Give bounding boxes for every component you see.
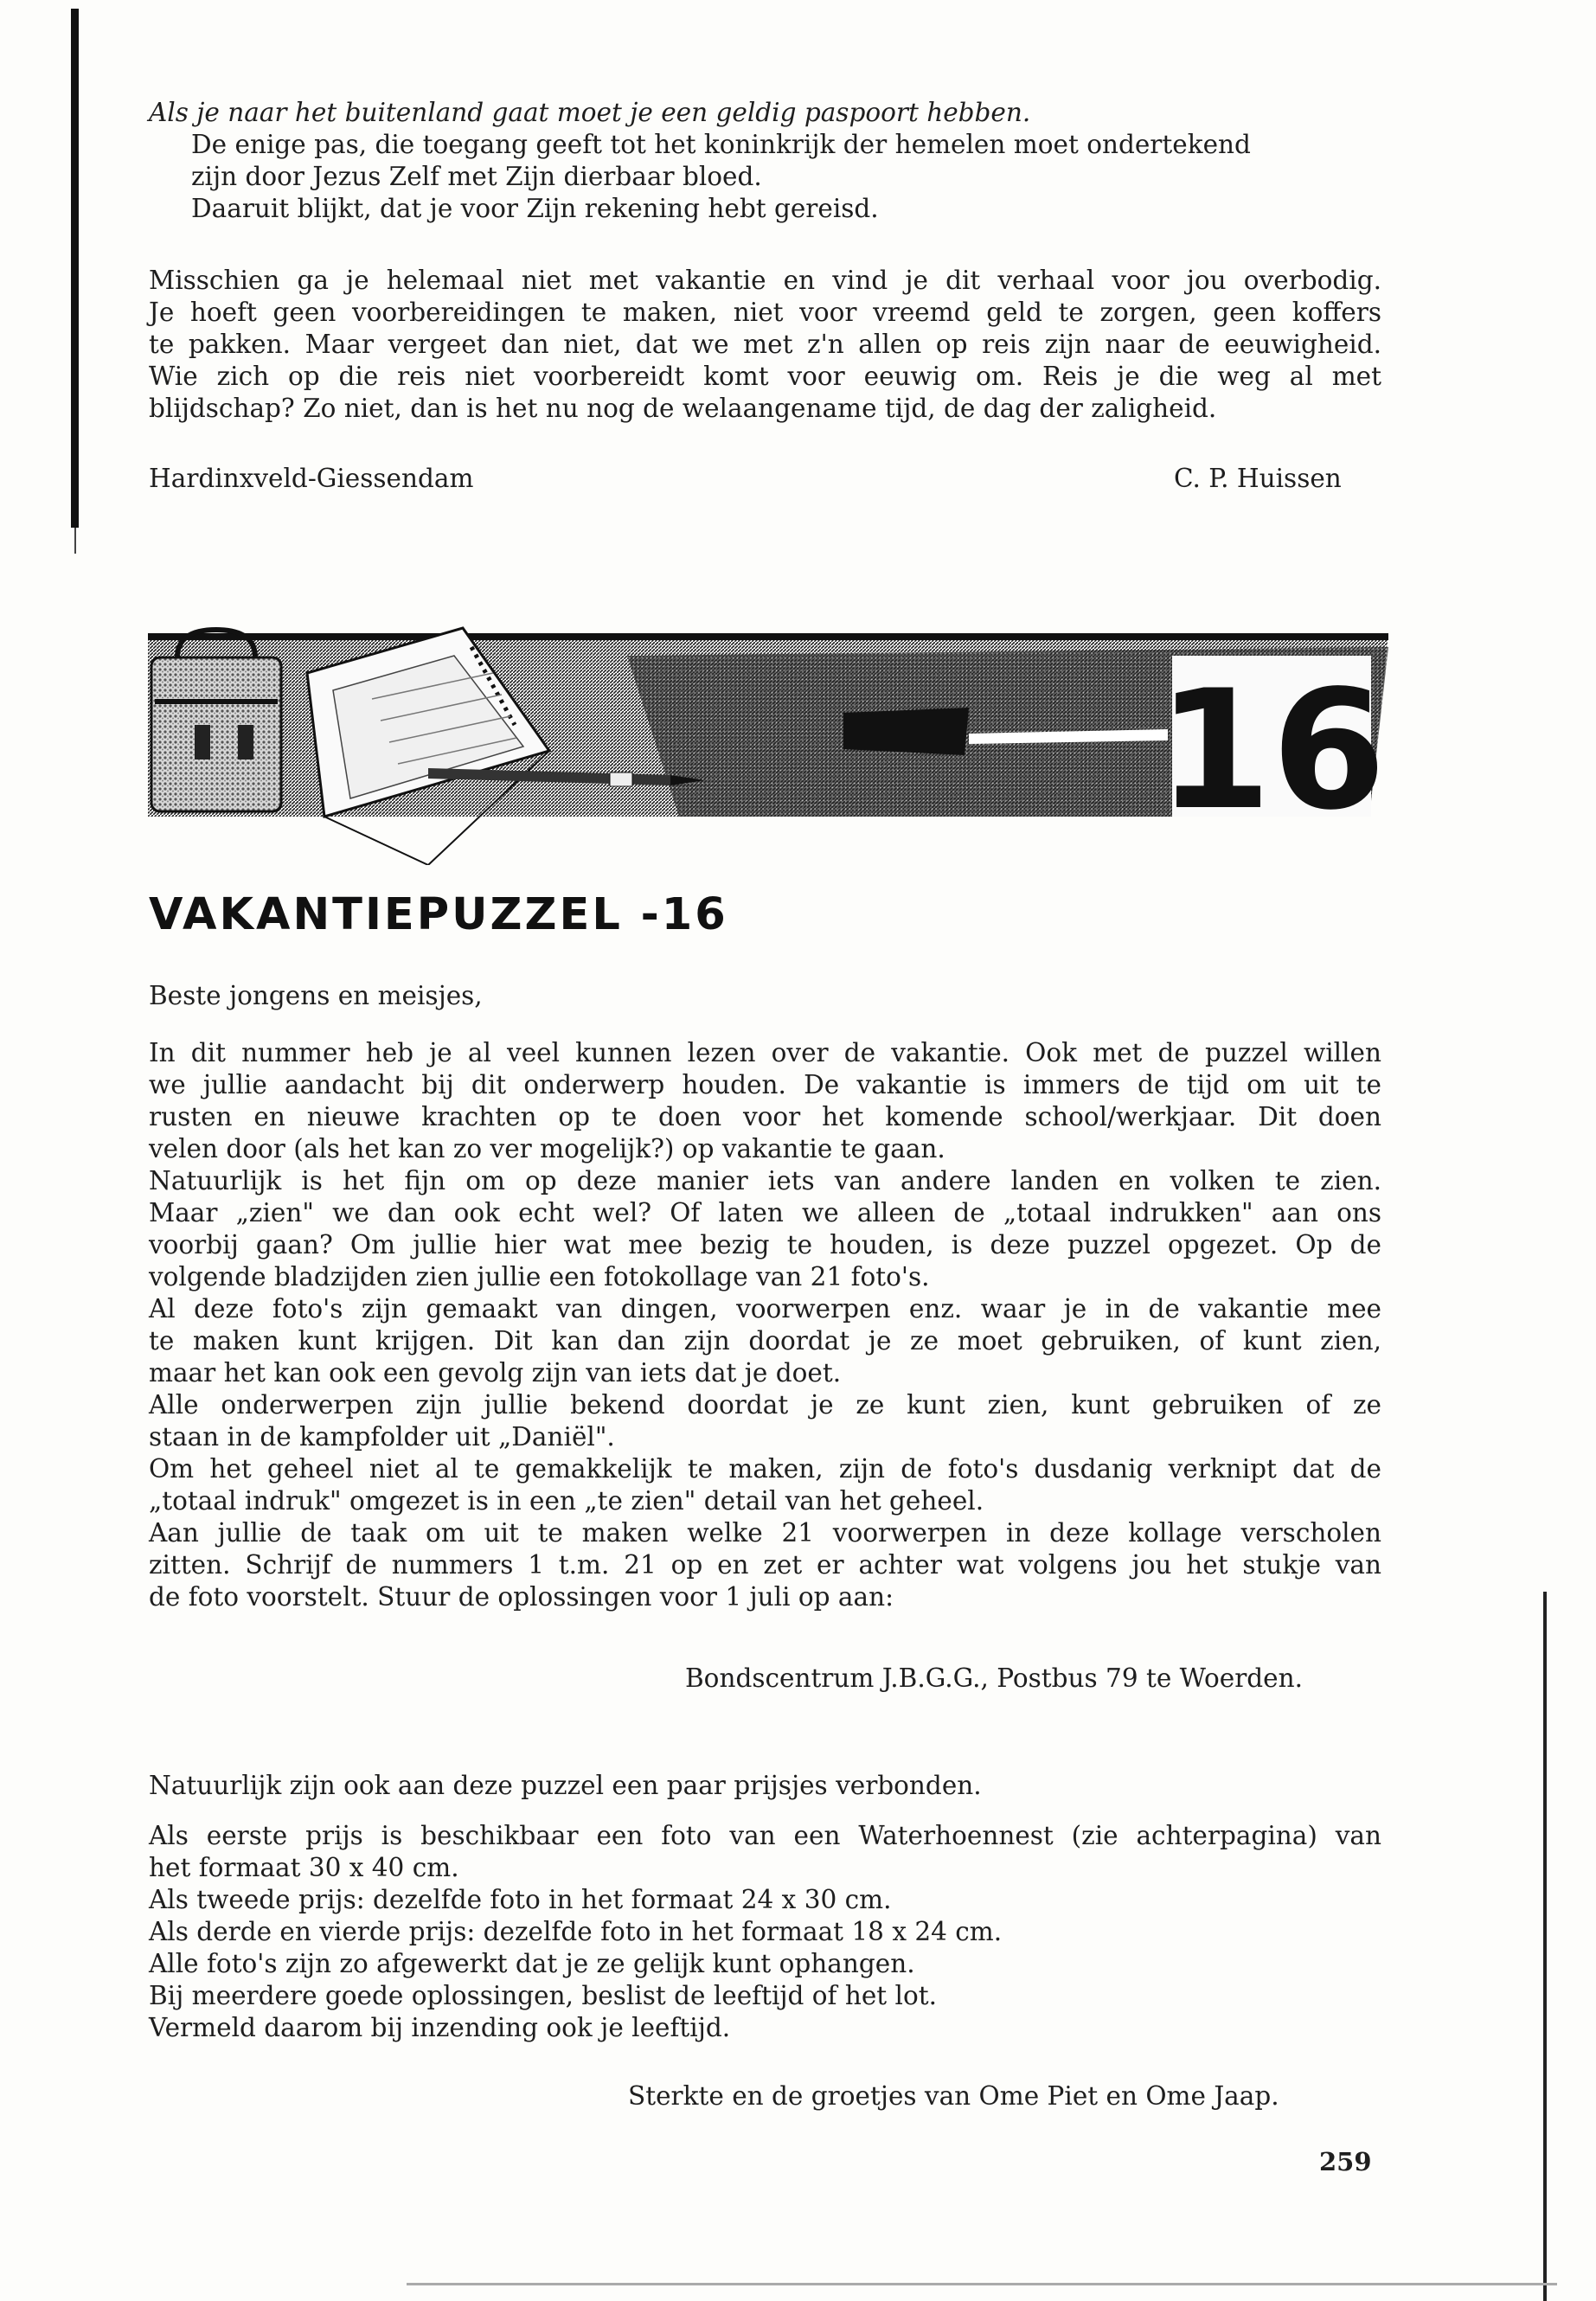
margin-rule: [74, 528, 76, 554]
body-line: velen door (als het kan zo ver mogelijk?) op vakantie te gaan.: [149, 1134, 945, 1163]
body-line: zitten. Schrijf de nummers 1 t.m. 21 op en zet er achter wat volgens jou het stukje van: [149, 1550, 1381, 1580]
puzzle-body: [149, 1037, 1381, 1613]
intro-line: Daaruit blijkt, dat je voor Zijn rekening hebt gereisd.: [191, 194, 879, 223]
prize-line: Alle foto's zijn zo afgewerkt dat je ze gelijk kunt ophangen.: [149, 1949, 915, 1978]
body-line: volgende bladzijden zien jullie een fotokollage van 21 foto's.: [149, 1262, 930, 1292]
page-edge: [1543, 1592, 1547, 2301]
paragraph-line: Wie zich op die reis niet voorbereidt komt voor eeuwig om. Reis je die weg al met: [149, 362, 1381, 391]
paragraph-line: Misschien ga je helemaal niet met vakantie en vind je dit verhaal voor jou overbodig.: [149, 266, 1381, 295]
body-line: we jullie aandacht bij dit onderwerp houden. De vakantie is immers de tijd om uit te: [149, 1070, 1381, 1099]
prizes-intro: Natuurlijk zijn ook aan deze puzzel een paar prijsjes verbonden.: [149, 1771, 982, 1800]
body-line: „totaal indruk" omgezet is in een „te zien" detail van het geheel.: [149, 1486, 984, 1516]
vacation-banner-illustration: [143, 621, 1393, 865]
body-line: In dit nummer heb je al veel kunnen lezen over de vakantie. Ook met de puzzel willen: [149, 1038, 1381, 1067]
prize-line: het formaat 30 x 40 cm.: [149, 1853, 459, 1882]
body-line: de foto voorstelt. Stuur de oplossingen voor 1 juli op aan:: [149, 1582, 894, 1612]
banner-number: 16: [1157, 655, 1387, 846]
puzzle-title: VAKANTIEPUZZEL -16: [149, 889, 728, 940]
body-line: Al deze foto's zijn gemaakt van dingen, voorwerpen enz. waar je in de vakantie mee: [149, 1294, 1381, 1324]
greeting: Beste jongens en meisjes,: [149, 981, 483, 1010]
signature-author: C. P. Huissen: [1174, 464, 1342, 493]
body-line: te maken kunt krijgen. Dit kan dan zijn doordat je ze moet gebruiken, of kunt zien,: [149, 1326, 1381, 1356]
bag-icon: [151, 630, 281, 811]
prizes-list: [149, 1820, 1381, 2044]
body-line: staan in de kampfolder uit „Daniël".: [149, 1422, 615, 1452]
prize-line: Als tweede prijs: dezelfde foto in het formaat 24 x 30 cm.: [149, 1885, 892, 1914]
paragraph-line: Je hoeft geen voorbereidingen te maken, niet voor vreemd geld te zorgen, geen koffers: [149, 298, 1381, 327]
body-line: Alle onderwerpen zijn jullie bekend doordat je ze kunt zien, kunt gebruiken of ze: [149, 1390, 1381, 1420]
paragraph-line: blijdschap? Zo niet, dan is het nu nog de welaangename tijd, de dag der zaligheid.: [149, 394, 1217, 423]
page-number: 259: [1319, 2147, 1372, 2176]
prize-line: Als derde en vierde prijs: dezelfde foto in het formaat 18 x 24 cm.: [149, 1917, 1003, 1946]
intro-paragraph: [149, 97, 1381, 225]
body-line: maar het kan ook een gevolg zijn van iets dat je doet.: [149, 1358, 842, 1388]
prize-line: Als eerste prijs is beschikbaar een foto van een Waterhoennest (zie achterpagina) van: [149, 1821, 1381, 1850]
bottom-edge: [407, 2283, 1557, 2285]
body-line: Natuurlijk is het fijn om op deze manier iets van andere landen en volken te zien.: [149, 1166, 1381, 1195]
body-line: Maar „zien" we dan ook echt wel? Of laten we alleen de „totaal indrukken" aan ons: [149, 1198, 1381, 1227]
arrow-shape: [843, 708, 969, 755]
intro-lead-line: Als je naar het buitenland gaat moet je een geldig paspoort hebben.: [149, 98, 1031, 127]
signature-place: Hardinxveld-Giessendam: [149, 464, 474, 493]
intro-line: De enige pas, die toegang geeft tot het koninkrijk der hemelen moet ondertekend: [191, 130, 1251, 159]
closing-line: Sterkte en de groetjes van Ome Piet en Ome Jaap.: [628, 2081, 1279, 2111]
body-line: rusten en nieuwe krachten op te doen voor het komende school/werkjaar. Dit doen: [149, 1102, 1381, 1131]
prize-line: Bij meerdere goede oplossingen, beslist de leeftijd of het lot.: [149, 1981, 937, 2010]
prize-line: Vermeld daarom bij inzending ook je leeftijd.: [149, 2013, 731, 2042]
body-line: voorbij gaan? Om jullie hier wat mee bezig te houden, is deze puzzel opgezet. Op de: [149, 1230, 1381, 1259]
intro-line: zijn door Jezus Zelf met Zijn dierbaar bloed.: [191, 162, 762, 191]
vacation-paragraph: [149, 265, 1381, 425]
paragraph-line: te pakken. Maar vergeet dan niet, dat we met z'n allen op reis zijn naar de eeuwigheid.: [149, 330, 1381, 359]
body-line: Om het geheel niet al te gemakkelijk te maken, zijn de foto's dusdanig verknipt dat de: [149, 1454, 1381, 1484]
body-line: Aan jullie de taak om uit te maken welke 21 voorwerpen in deze kollage verscholen: [149, 1518, 1381, 1548]
margin-bar: [71, 9, 79, 528]
mailing-address: Bondscentrum J.B.G.G., Postbus 79 te Woerden.: [685, 1663, 1304, 1693]
